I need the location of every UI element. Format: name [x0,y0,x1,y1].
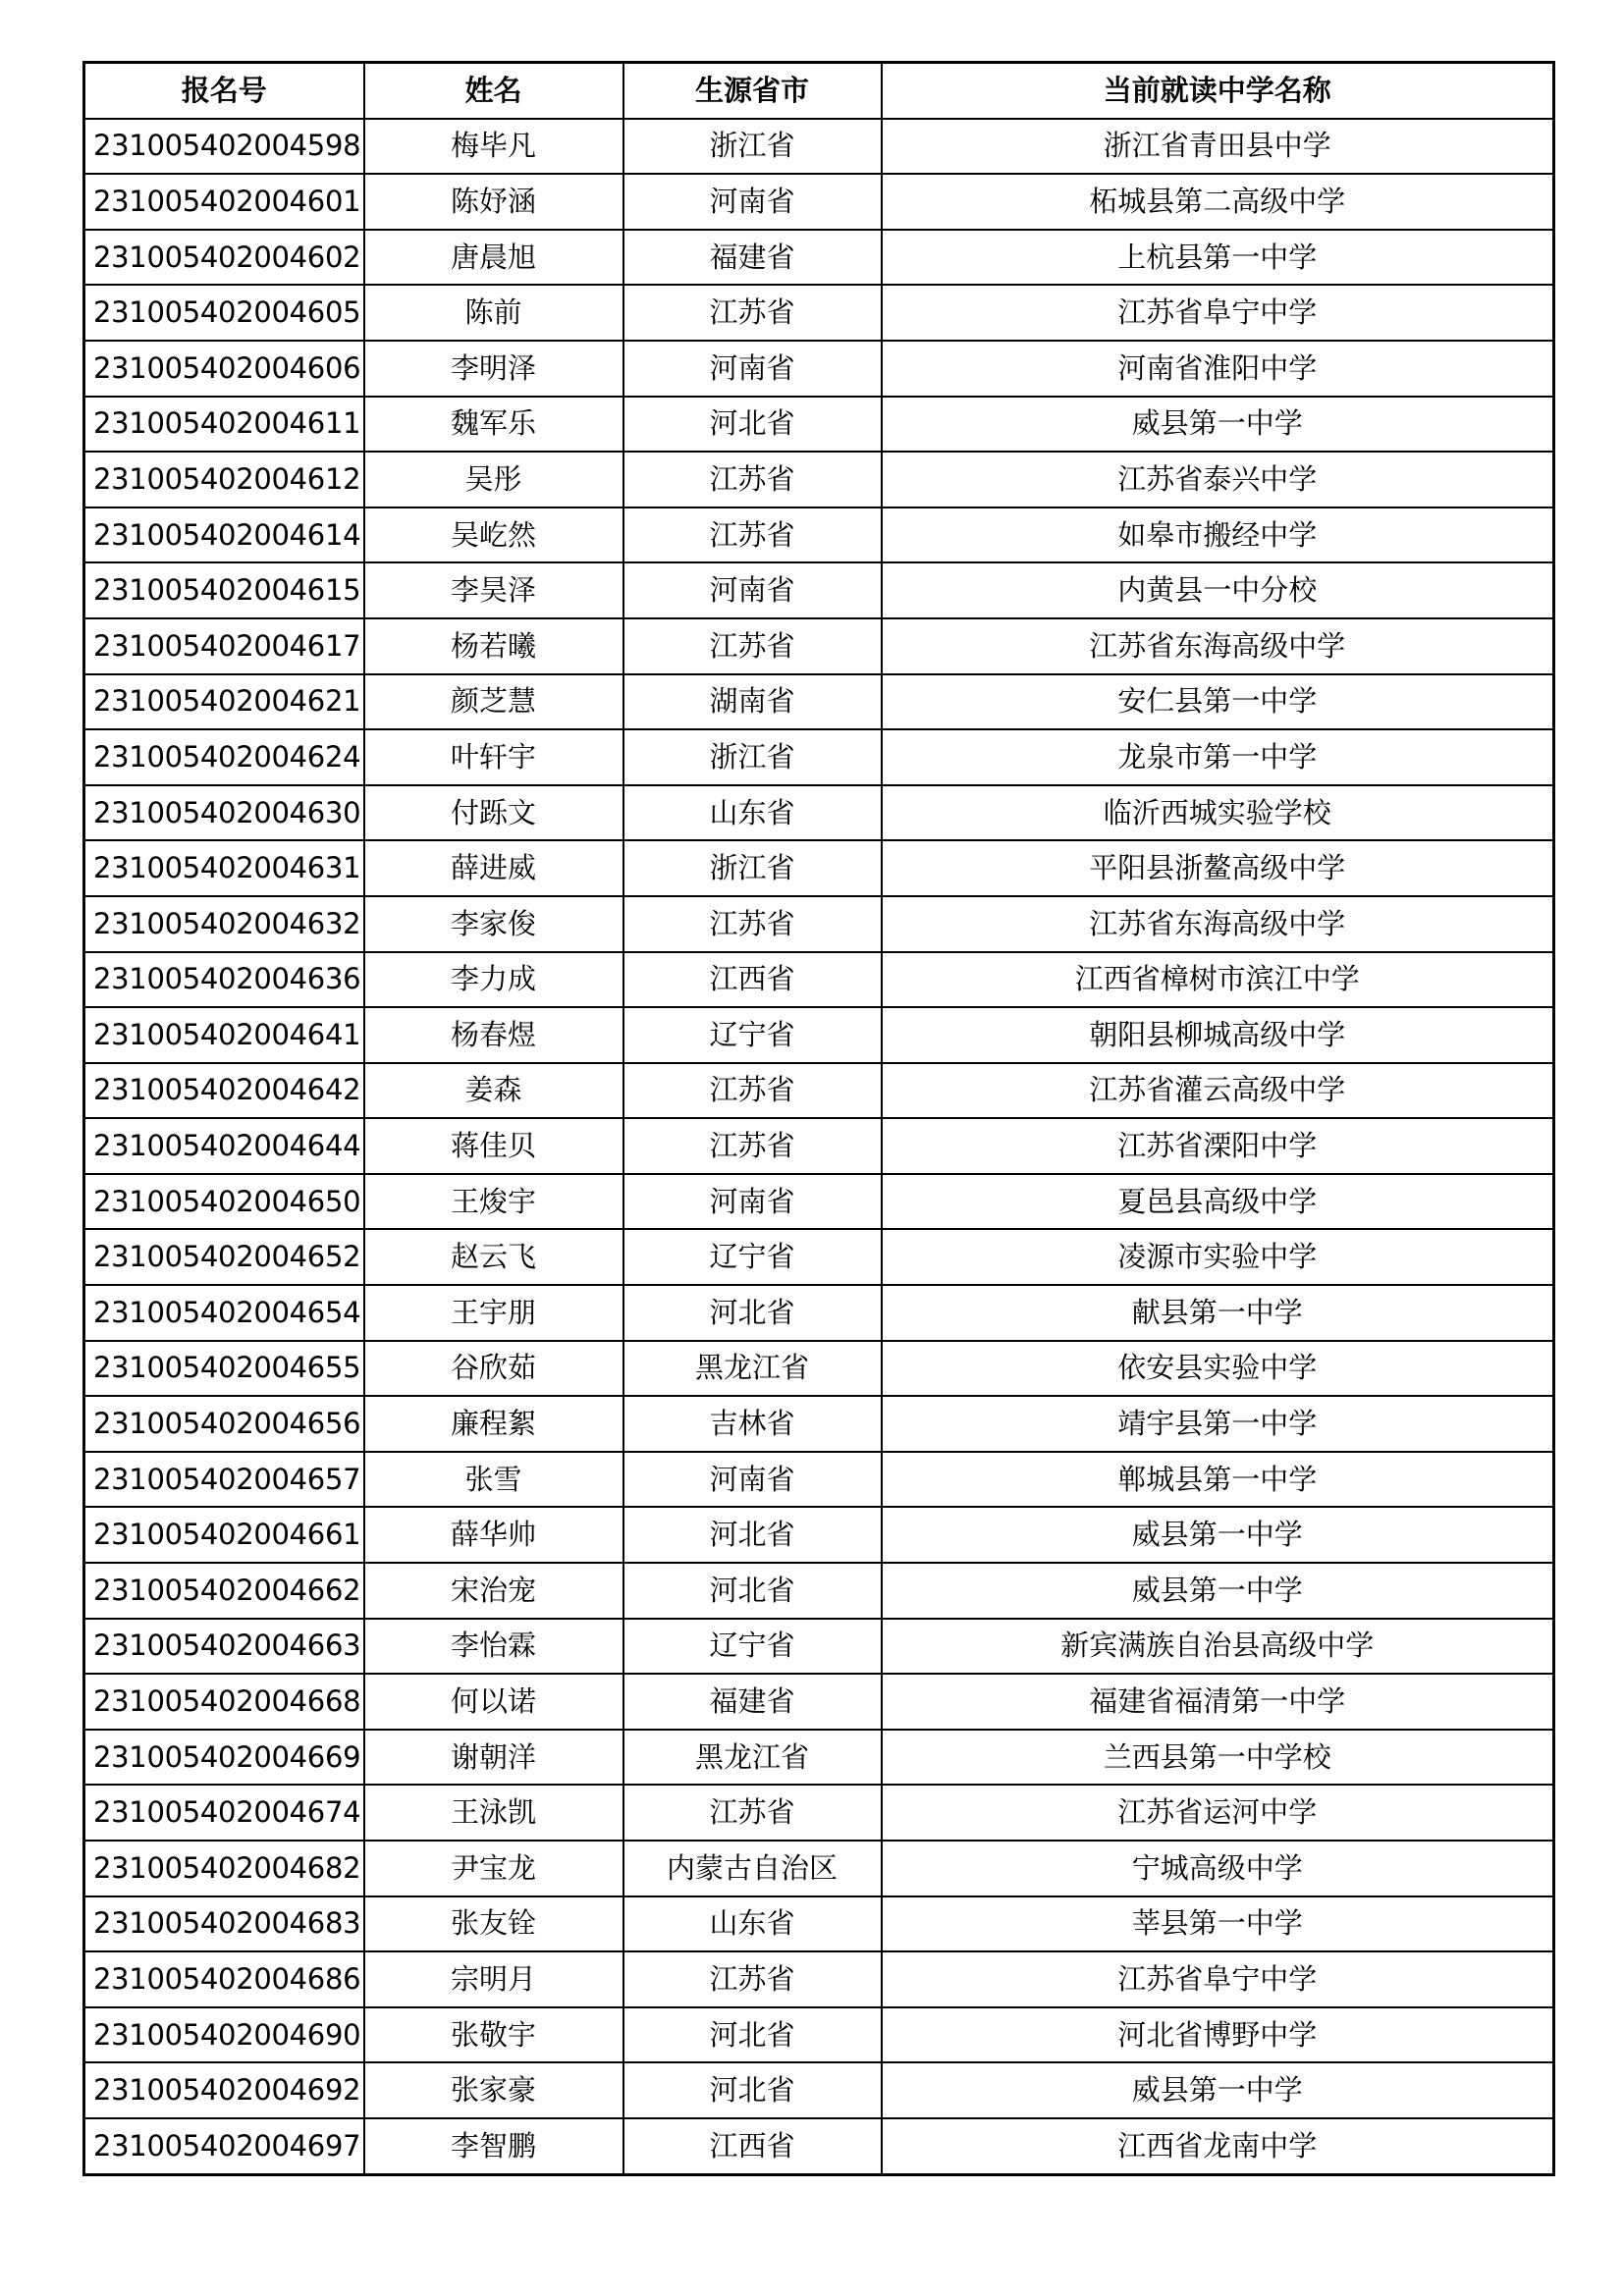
registration-number-cell: 231005402004663 [84,1619,364,1675]
registration-number-cell: 231005402004621 [84,674,364,730]
admission-list-table [82,61,1555,2176]
table-row [84,1730,1554,1786]
registration-number-cell: 231005402004686 [84,1951,364,2007]
registration-number-cell: 231005402004612 [84,452,364,507]
student-name-cell: 王焌宇 [364,1174,623,1230]
province-cell: 江苏省 [623,507,882,563]
table-row [84,1507,1554,1563]
province-cell: 河南省 [623,1174,882,1230]
student-name-cell: 廉程絮 [364,1396,623,1452]
school-name-cell: 河北省博野中学 [882,2007,1554,2063]
student-name-cell: 李力成 [364,952,623,1008]
student-name-cell: 蒋佳贝 [364,1118,623,1174]
registration-number-cell: 231005402004624 [84,729,364,785]
table-row [84,341,1554,397]
school-name-cell: 江苏省运河中学 [882,1785,1554,1841]
table-row [84,952,1554,1008]
table-row [84,1452,1554,1508]
table-row [84,230,1554,286]
table-row [84,618,1554,674]
table-row [84,1785,1554,1841]
registration-number-cell: 231005402004652 [84,1229,364,1285]
table-header [84,63,1554,119]
registration-number-cell: 231005402004605 [84,285,364,341]
student-name-cell: 吴彤 [364,452,623,507]
province-cell: 河南省 [623,341,882,397]
registration-number-cell: 231005402004631 [84,840,364,896]
province-cell: 湖南省 [623,674,882,730]
school-name-cell: 威县第一中学 [882,1507,1554,1563]
school-name-cell: 柘城县第二高级中学 [882,174,1554,230]
school-name-cell: 江西省樟树市滨江中学 [882,952,1554,1008]
school-name-cell: 宁城高级中学 [882,1841,1554,1896]
school-name-cell: 威县第一中学 [882,1563,1554,1619]
table-row [84,452,1554,507]
school-name-cell: 献县第一中学 [882,1285,1554,1341]
table-row [84,1619,1554,1675]
school-name-cell: 兰西县第一中学校 [882,1730,1554,1786]
registration-number-cell: 231005402004606 [84,341,364,397]
province-cell: 河南省 [623,562,882,618]
table-row [84,507,1554,563]
registration-number-cell: 231005402004674 [84,1785,364,1841]
school-name-cell: 江苏省泰兴中学 [882,452,1554,507]
school-name-cell: 平阳县浙鳌高级中学 [882,840,1554,896]
table-row [84,2007,1554,2063]
school-name-cell: 安仁县第一中学 [882,674,1554,730]
province-cell: 江苏省 [623,452,882,507]
province-cell: 福建省 [623,1674,882,1730]
province-cell: 江苏省 [623,896,882,952]
registration-number-cell: 231005402004642 [84,1063,364,1119]
student-name-cell: 叶轩宇 [364,729,623,785]
province-cell: 河北省 [623,2007,882,2063]
registration-number-cell: 231005402004615 [84,562,364,618]
student-name-cell: 赵云飞 [364,1229,623,1285]
school-name-cell: 威县第一中学 [882,397,1554,453]
school-name-cell: 浙江省青田县中学 [882,119,1554,175]
registration-number-cell: 231005402004690 [84,2007,364,2063]
registration-number-cell: 231005402004602 [84,230,364,286]
student-name-cell: 谷欣茹 [364,1341,623,1397]
registration-number-cell: 231005402004654 [84,1285,364,1341]
table-row [84,1396,1554,1452]
column-header-name: 姓名 [364,63,623,119]
registration-number-cell: 231005402004662 [84,1563,364,1619]
school-name-cell: 临沂西城实验学校 [882,785,1554,841]
province-cell: 江苏省 [623,1063,882,1119]
registration-number-cell: 231005402004657 [84,1452,364,1508]
registration-number-cell: 231005402004636 [84,952,364,1008]
student-name-cell: 李家俊 [364,896,623,952]
province-cell: 辽宁省 [623,1229,882,1285]
school-name-cell: 靖宇县第一中学 [882,1396,1554,1452]
registration-number-cell: 231005402004611 [84,397,364,453]
school-name-cell: 江苏省阜宁中学 [882,285,1554,341]
column-header-school: 当前就读中学名称 [882,63,1554,119]
school-name-cell: 依安县实验中学 [882,1341,1554,1397]
province-cell: 河北省 [623,1507,882,1563]
registration-number-cell: 231005402004692 [84,2062,364,2118]
province-cell: 辽宁省 [623,1619,882,1675]
registration-number-cell: 231005402004668 [84,1674,364,1730]
student-name-cell: 王泳凯 [364,1785,623,1841]
registration-number-cell: 231005402004655 [84,1341,364,1397]
table-row [84,2062,1554,2118]
registration-number-cell: 231005402004683 [84,1896,364,1952]
student-name-cell: 李昊泽 [364,562,623,618]
student-name-cell: 姜森 [364,1063,623,1119]
province-cell: 福建省 [623,230,882,286]
student-name-cell: 杨若曦 [364,618,623,674]
student-name-cell: 唐晨旭 [364,230,623,286]
table-row [84,729,1554,785]
student-name-cell: 魏军乐 [364,397,623,453]
school-name-cell: 凌源市实验中学 [882,1229,1554,1285]
registration-number-cell: 231005402004669 [84,1730,364,1786]
school-name-cell: 江西省龙南中学 [882,2118,1554,2174]
province-cell: 辽宁省 [623,1007,882,1063]
school-name-cell: 内黄县一中分校 [882,562,1554,618]
header-row [84,63,1554,119]
table-row [84,1341,1554,1397]
registration-number-cell: 231005402004682 [84,1841,364,1896]
school-name-cell: 上杭县第一中学 [882,230,1554,286]
registration-number-cell: 231005402004650 [84,1174,364,1230]
province-cell: 内蒙古自治区 [623,1841,882,1896]
school-name-cell: 江苏省东海高级中学 [882,618,1554,674]
province-cell: 江西省 [623,952,882,1008]
province-cell: 河北省 [623,2062,882,2118]
province-cell: 河北省 [623,397,882,453]
table-row [84,1841,1554,1896]
province-cell: 江苏省 [623,1118,882,1174]
student-name-cell: 梅毕凡 [364,119,623,175]
province-cell: 山东省 [623,1896,882,1952]
province-cell: 浙江省 [623,840,882,896]
registration-number-cell: 231005402004656 [84,1396,364,1452]
student-name-cell: 张家豪 [364,2062,623,2118]
table-row [84,1063,1554,1119]
table-row [84,785,1554,841]
student-name-cell: 薛进威 [364,840,623,896]
table-body [84,119,1554,2174]
school-name-cell: 莘县第一中学 [882,1896,1554,1952]
table-row [84,1563,1554,1619]
student-name-cell: 杨春煜 [364,1007,623,1063]
table-row [84,1118,1554,1174]
province-cell: 山东省 [623,785,882,841]
registration-number-cell: 231005402004641 [84,1007,364,1063]
table-row [84,1007,1554,1063]
province-cell: 江苏省 [623,618,882,674]
table-row [84,2118,1554,2174]
registration-number-cell: 231005402004661 [84,1507,364,1563]
province-cell: 吉林省 [623,1396,882,1452]
school-name-cell: 江苏省灌云高级中学 [882,1063,1554,1119]
registration-number-cell: 231005402004644 [84,1118,364,1174]
school-name-cell: 如皋市搬经中学 [882,507,1554,563]
table-row [84,174,1554,230]
school-name-cell: 江苏省阜宁中学 [882,1951,1554,2007]
province-cell: 河南省 [623,174,882,230]
student-name-cell: 李怡霖 [364,1619,623,1675]
table-row [84,1951,1554,2007]
student-name-cell: 王宇朋 [364,1285,623,1341]
student-name-cell: 张雪 [364,1452,623,1508]
student-name-cell: 李智鹏 [364,2118,623,2174]
table-row [84,562,1554,618]
province-cell: 黑龙江省 [623,1341,882,1397]
table-row [84,1229,1554,1285]
province-cell: 河北省 [623,1285,882,1341]
student-name-cell: 陈前 [364,285,623,341]
student-name-cell: 陈妤涵 [364,174,623,230]
school-name-cell: 威县第一中学 [882,2062,1554,2118]
table-row [84,1285,1554,1341]
school-name-cell: 郸城县第一中学 [882,1452,1554,1508]
table-row [84,840,1554,896]
school-name-cell: 江苏省东海高级中学 [882,896,1554,952]
school-name-cell: 新宾满族自治县高级中学 [882,1619,1554,1675]
registration-number-cell: 231005402004630 [84,785,364,841]
table-row [84,1896,1554,1952]
student-name-cell: 张敬宇 [364,2007,623,2063]
table-row [84,397,1554,453]
registration-number-cell: 231005402004617 [84,618,364,674]
student-name-cell: 李明泽 [364,341,623,397]
student-name-cell: 颜芝慧 [364,674,623,730]
table-row [84,674,1554,730]
column-header-province: 生源省市 [623,63,882,119]
province-cell: 河南省 [623,1452,882,1508]
table-row [84,896,1554,952]
student-name-cell: 何以诺 [364,1674,623,1730]
registration-number-cell: 231005402004601 [84,174,364,230]
province-cell: 黑龙江省 [623,1730,882,1786]
school-name-cell: 河南省淮阳中学 [882,341,1554,397]
column-header-registration-number: 报名号 [84,63,364,119]
student-name-cell: 吴屹然 [364,507,623,563]
student-name-cell: 薛华帅 [364,1507,623,1563]
school-name-cell: 夏邑县高级中学 [882,1174,1554,1230]
student-name-cell: 宗明月 [364,1951,623,2007]
province-cell: 江苏省 [623,1785,882,1841]
student-name-cell: 宋治宠 [364,1563,623,1619]
registration-number-cell: 231005402004697 [84,2118,364,2174]
registration-number-cell: 231005402004598 [84,119,364,175]
table-row [84,1174,1554,1230]
table-row [84,1674,1554,1730]
school-name-cell: 江苏省溧阳中学 [882,1118,1554,1174]
province-cell: 浙江省 [623,729,882,785]
province-cell: 江苏省 [623,1951,882,2007]
table-row [84,285,1554,341]
student-name-cell: 尹宝龙 [364,1841,623,1896]
table-row [84,119,1554,175]
province-cell: 浙江省 [623,119,882,175]
school-name-cell: 朝阳县柳城高级中学 [882,1007,1554,1063]
registration-number-cell: 231005402004632 [84,896,364,952]
student-name-cell: 谢朝洋 [364,1730,623,1786]
school-name-cell: 龙泉市第一中学 [882,729,1554,785]
student-name-cell: 张友铨 [364,1896,623,1952]
registration-number-cell: 231005402004614 [84,507,364,563]
province-cell: 江苏省 [623,285,882,341]
province-cell: 河北省 [623,1563,882,1619]
province-cell: 江西省 [623,2118,882,2174]
student-name-cell: 付跞文 [364,785,623,841]
school-name-cell: 福建省福清第一中学 [882,1674,1554,1730]
